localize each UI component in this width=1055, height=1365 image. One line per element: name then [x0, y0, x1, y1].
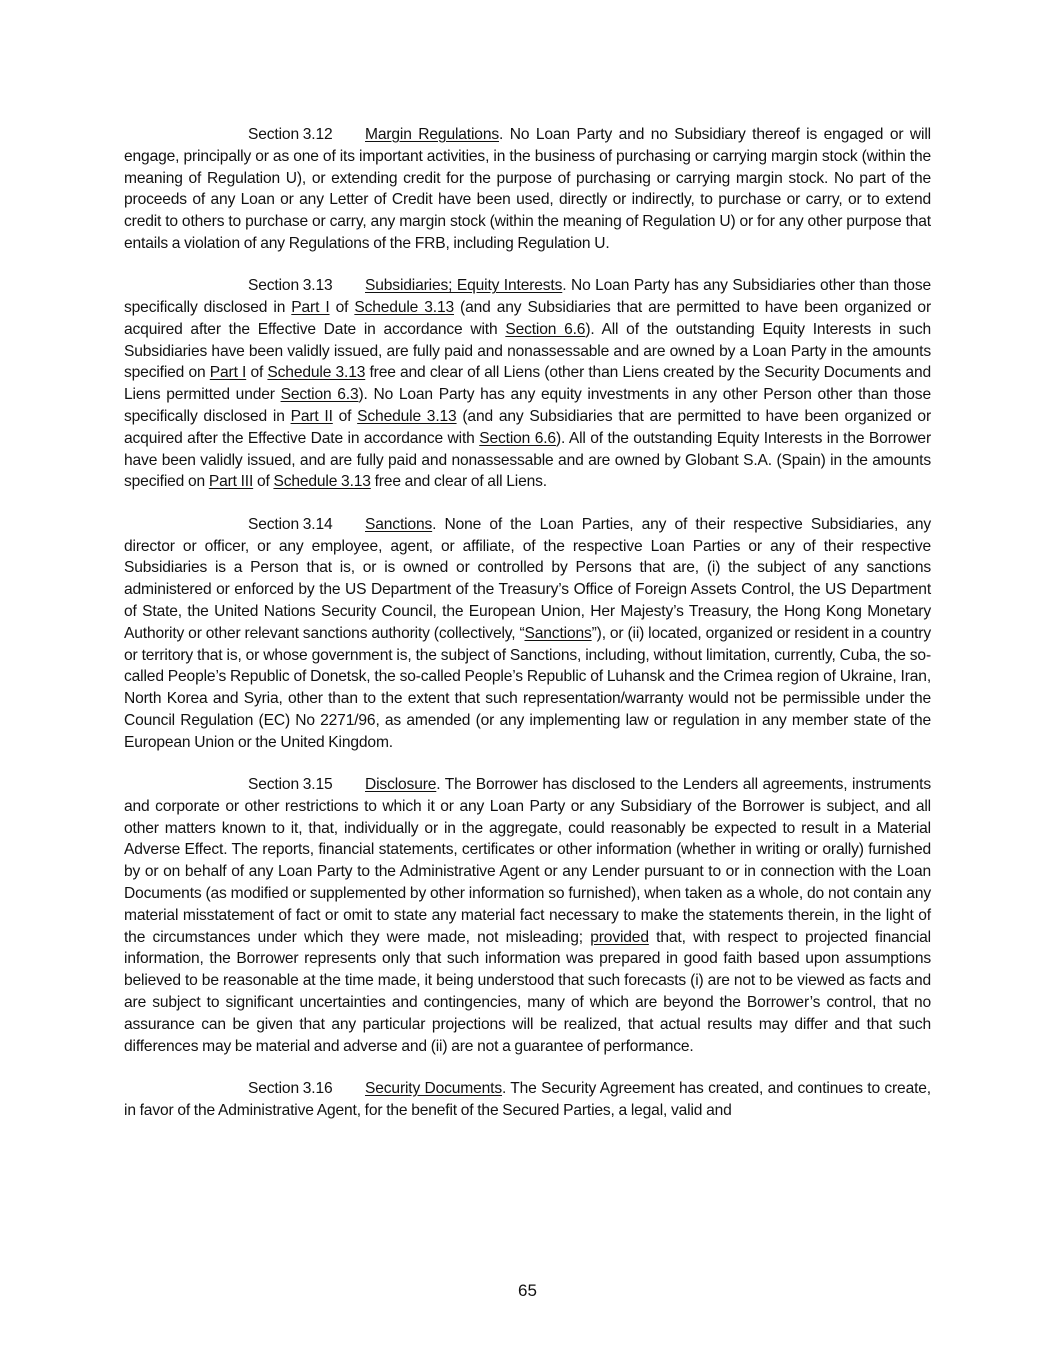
page-number: 65 [518, 1281, 537, 1300]
section-title: Subsidiaries; Equity Interests [365, 277, 563, 295]
section-text: . The Borrower has disclosed to the Lenders all agreements, instruments and corporate or other restrictions to which it or any Loan Party or any Subsidiary of the Borrower is subject, and all other matters known to it, that, individually or in the aggregate, could reasonably be expected to result in a Material Adverse Effect. The reports, financial statements, certificates or other information (whether in writing or orally) furnished by or on behalf of any Loan Party to the Administrative Agent or any Lender pursuant to or in connection with the Loan Documents (as modified or supplemented by other information so furnished), when taken as a whole, do not contain any material misstatement of fact or omit to state any material fact necessary to make the statements therein, in the light of the circumstances under which they were made, not misleading; [124, 776, 931, 946]
section-title: Security Documents [365, 1079, 503, 1097]
section-text: that, with respect to projected financial information, the Borrower represents only that such information was prepared in good faith based upon assumptions believed to be reasonable at the time made, it being understood that such forecasts (i) are not to be viewed as facts and are subject to significant uncertainties and contingencies, many of which are beyond the Borrower’s control, that no assurance can be given that any particular projections will be realized, that actual results may differ and that such differences may be material and adverse and (ii) are not a guarantee of performance. [124, 928, 931, 1055]
section-title: Sanctions [365, 515, 433, 533]
section-text: (and any Subsidiaries that are permitted to have been organized or acquired after the Effective Date in accordance with [124, 408, 931, 447]
section-text: . No Loan Party and no Subsidiary thereof is engaged or will engage, principally or as one of its important activities, in the business of purchasing or carrying margin stock (within the meaning of Regulation U), or extending credit for the purpose of purchasing or carrying margin stock. No part of the proceeds of any Loan or any Letter of Credit have been used, directly or indirectly, to purchase or carry, or to extend credit to others to purchase or carry, any margin stock (within the meaning of Regulation U) or for any other purpose that entails a violation of any Regulations of the FRB, including Regulation U. [124, 126, 931, 252]
section-number: Section 3.14 [248, 515, 333, 533]
section-title: Margin Regulations [365, 126, 499, 143]
section-text: free and clear of all Liens (other than Liens created by the Security Documents and Liens permitted under [124, 364, 931, 404]
defined-term-reference: Part III [208, 473, 254, 491]
defined-term-reference: Part I [209, 364, 247, 382]
section-paragraph [124, 1078, 931, 1122]
section-text: . No Loan Party has any Subsidiaries other than those specifically disclosed in [124, 277, 931, 317]
section-text: of [253, 473, 274, 491]
defined-term-reference: Schedule 3.13 [273, 473, 371, 491]
defined-term-reference: Schedule 3.13 [267, 364, 366, 382]
section-number: Section 3.12 [248, 126, 333, 143]
section-text: . The Security Agreement has created, and continues to create, in favor of the Administrative Agent, for the benefit of the Secured Parties, a legal, valid and [124, 1079, 931, 1119]
defined-term-reference: Section 6.3 [280, 386, 359, 404]
section-text: (and any Subsidiaries that are permitted to have been organized or acquired after the Effective Date in accordance with [124, 299, 931, 338]
defined-term-reference: Section 6.6 [505, 320, 586, 338]
document-body [124, 124, 931, 1142]
defined-term-reference: provided [590, 928, 649, 946]
section-paragraph [124, 124, 931, 255]
section-number: Section 3.16 [248, 1079, 333, 1097]
section-text: . None of the Loan Parties, any of their respective Subsidiaries, any director or officer, or any employee, agent, or affiliate, of the respective Loan Parties or any of their respective Subsidiaries is a Person that is, or is owned or controlled by Persons that are, (i) the subject of any sanctions administered or enforced by the US Department of the Treasury’s Office of Foreign Assets Control, the US Department of State, the United Nations Security Council, the European Union, Her Majesty’s Treasury, the Hong Kong Monetary Authority or other relevant sanctions authority (collectively, “ [124, 515, 931, 642]
section-text: ). All of the outstanding Equity Interests in the Borrower have been validly issued, and are fully paid and nonassessable and are owned by Globant S.A. (Spain) in the amounts specified on [124, 429, 931, 491]
section-text: ). All of the outstanding Equity Interests in such Subsidiaries have been validly issued, are fully paid and nonassessable and are owned by a Loan Party in the amounts specified on [124, 320, 931, 382]
section-text: ”), or (ii) located, organized or resident in a country or territory that is, or whose government is, the subject of Sanctions, including, without limitation, currently, Cuba, the so-called People’s Republic of Donetsk, the so-called People’s Republic of Luhansk and the Crimea region of Ukraine, Iran, North Korea and Syria, other than to the extent that such representation/warranty would not be permissible under the Council Regulation (EC) No 2271/96, as amended (or any implementing law or regulation in any member state of the European Union or the United Kingdom. [124, 624, 931, 751]
section-paragraph [124, 275, 931, 493]
defined-term-reference: Sanctions [524, 624, 592, 642]
section-paragraph [124, 514, 931, 754]
section-number: Section 3.15 [248, 776, 333, 794]
defined-term-reference: Part I [291, 299, 330, 317]
section-text: of [246, 364, 268, 382]
section-paragraph [124, 774, 931, 1057]
section-text: free and clear of all Liens. [370, 473, 547, 491]
section-text: ). No Loan Party has any equity investments in any other Person other than those specifically disclosed in [124, 386, 931, 426]
section-title: Disclosure [365, 776, 437, 794]
section-text: of [332, 408, 358, 426]
defined-term-reference: Schedule 3.13 [354, 299, 454, 317]
defined-term-reference: Section 6.6 [479, 429, 556, 447]
defined-term-reference: Part II [290, 408, 333, 426]
defined-term-reference: Schedule 3.13 [357, 408, 457, 426]
section-text: of [329, 299, 355, 317]
section-number: Section 3.13 [248, 277, 333, 295]
